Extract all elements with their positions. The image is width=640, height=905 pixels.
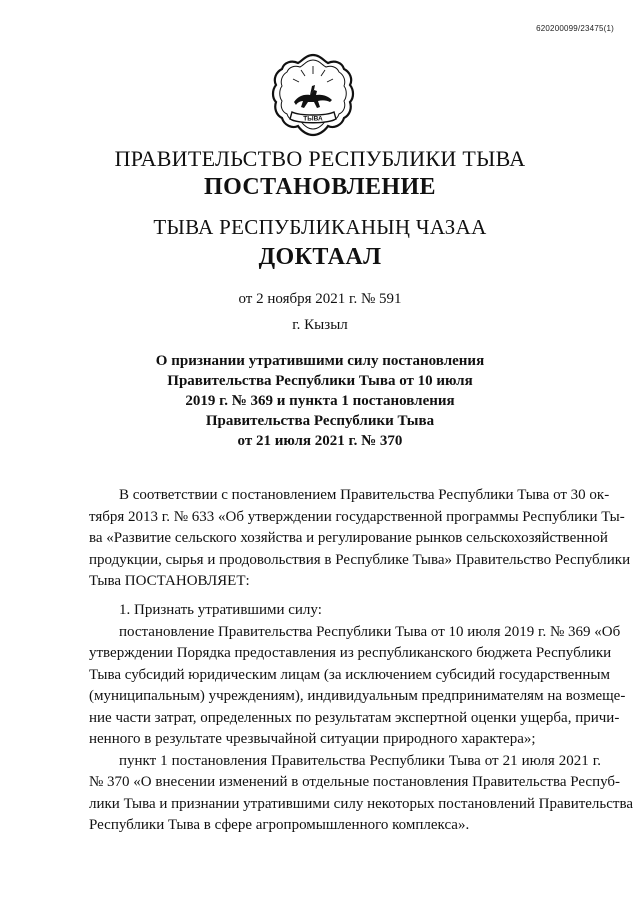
text-line: № 370 «О внесении изменений в отдельные постановления Правительства Респуб- — [89, 774, 621, 790]
preamble-paragraph — [89, 485, 631, 593]
tuva-coat-of-arms-icon — [270, 52, 356, 138]
document-subject — [150, 351, 490, 451]
subject-line: от 21 июля 2021 г. № 370 — [237, 433, 403, 449]
text-line: (муниципальным) учреждениям), индивидуальным предпринимателям на возмеще- — [89, 688, 626, 704]
document-type-ru: ПОСТАНОВЛЕНИЕ — [204, 174, 436, 200]
text-line: тября 2013 г. № 633 «Об утверждении государственной программы Республики Ты- — [89, 508, 625, 525]
subject-line: Правительства Республики Тыва от 10 июля — [167, 373, 473, 389]
document-type-tyv: ДОКТААЛ — [258, 244, 382, 270]
item-1-section — [89, 600, 634, 837]
text-line: утверждении Порядка предоставления из республиканского бюджета Республики — [89, 645, 612, 661]
subject-line: 2019 г. № 369 и пункта 1 постановления — [185, 393, 455, 409]
text-line: Тыва субсидий юридическим лицам (за исключением субсидий государственным — [89, 666, 610, 683]
text-line: продукции, сырья и продовольствия в Республике Тыва» Правительство Республики — [89, 551, 631, 568]
text-line: Республики Тыва в сфере агропромышленного комплекса». — [89, 817, 470, 833]
text-line: постановление Правительства Республики Тыва от 10 июля 2019 г. № 369 «Об — [119, 623, 621, 640]
document-id: 620200099/23475(1) — [536, 24, 614, 33]
text-line: В соответствии с постановлением Правительства Республики Тыва от 30 ок- — [119, 487, 610, 503]
subject-line: Правительства Республики Тыва — [205, 413, 435, 429]
text-line: ненного в результате чрезвычайной ситуации природного характера»; — [89, 731, 536, 747]
document-city: г. Кызыл — [292, 317, 348, 333]
text-line: лики Тыва и признании утратившими силу некоторых постановлений Правительства — [89, 795, 634, 812]
text-line: Тыва ПОСТАНОВЛЯЕТ: — [89, 573, 250, 589]
text-line: пункт 1 постановления Правительства Республики Тыва от 21 июля 2021 г. — [119, 752, 601, 769]
document-date-number: от 2 ноября 2021 г. № 591 — [238, 291, 402, 307]
subject-line: О признании утратившими силу постановления — [155, 353, 485, 369]
svg-text:ТЫВА: ТЫВА — [303, 115, 323, 123]
item-1-heading: 1. Признать утратившими силу: — [119, 602, 322, 618]
government-title-ru: ПРАВИТЕЛЬСТВО РЕСПУБЛИКИ ТЫВА — [114, 146, 526, 171]
government-title-tyv: ТЫВА РЕСПУБЛИКАНЫҢ ЧАЗАА — [153, 215, 487, 239]
text-line: ние части затрат, определенных по результатам экспертной оценки ущерба, причи- — [89, 709, 620, 726]
text-line: ва «Развитие сельского хозяйства и регулирование рынков сельскохозяйственной — [89, 530, 608, 546]
